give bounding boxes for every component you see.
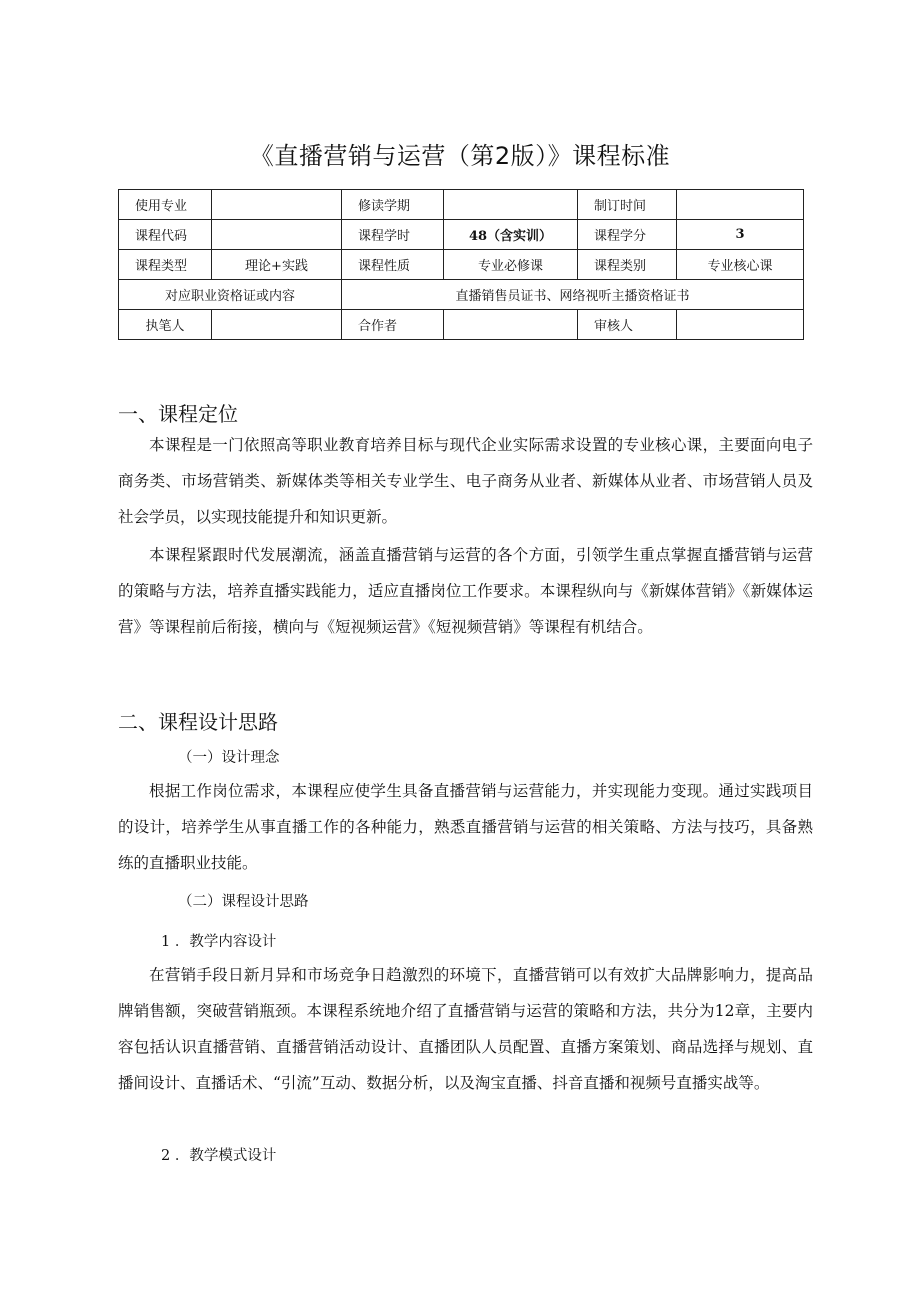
value-certificate: 直播销售员证书、网络视听主播资格证书 [342, 280, 804, 310]
section1-heading: 一、课程定位 [118, 402, 238, 426]
item-teaching-mode-design: 2 ．教学模式设计 [161, 1148, 277, 1164]
table-row [119, 250, 804, 280]
subsection-design-approach: （二）课程设计思路 [178, 894, 309, 910]
table-row [119, 190, 804, 220]
label-date: 制订时间 [578, 190, 677, 220]
label-reviewer: 审核人 [578, 310, 677, 340]
value-major [212, 190, 342, 220]
value-semester [444, 190, 578, 220]
subsection-design-concept: （一）设计理念 [178, 750, 280, 766]
section2-paragraph-2: 在营销手段日新月异和市场竞争日趋激烈的环境下，直播营销可以有效扩大品牌影响力，提高品牌销售额，突破营销瓶颈。本课程系统地介绍了直播营销与运营的策略和方法，共分为12章，主要内容包括认识直播营销、直播营销活动设计、直播团队人员配置、直播方案策划、商品选择与规划、直播间设计、直播话术、“引流”互动、数据分析，以及淘宝直播、抖音直播和视频号直播实战等。 [118, 966, 813, 1092]
label-certificate: 对应职业资格证或内容 [119, 280, 342, 310]
section2-paragraph-1: 根据工作岗位需求，本课程应使学生具备直播营销与运营能力，并实现能力变现。通过实践项目的设计，培养学生从事直播工作的各种能力，熟悉直播营销与运营的相关策略、方法与技巧，具备熟练的直播职业技能。 [118, 782, 813, 872]
label-credits: 课程学分 [578, 220, 677, 250]
label-semester: 修读学期 [342, 190, 444, 220]
value-course-nature: 专业必修课 [444, 250, 578, 280]
label-major: 使用专业 [119, 190, 212, 220]
label-course-nature: 课程性质 [342, 250, 444, 280]
table-row [119, 310, 804, 340]
page-title: 《直播营销与运营（第2版）》课程标准 [249, 142, 671, 170]
section2-heading: 二、课程设计思路 [118, 710, 278, 734]
value-credits: 3 [677, 220, 804, 250]
value-course-category: 专业核心课 [677, 250, 804, 280]
label-collaborator: 合作者 [342, 310, 444, 340]
value-hours: 48（含实训） [444, 220, 578, 250]
value-reviewer [677, 310, 804, 340]
label-author: 执笔人 [119, 310, 212, 340]
label-hours: 课程学时 [342, 220, 444, 250]
value-course-type: 理论+实践 [212, 250, 342, 280]
value-collaborator [444, 310, 578, 340]
label-course-code: 课程代码 [119, 220, 212, 250]
table-row [119, 220, 804, 250]
value-course-code [212, 220, 342, 250]
value-date [677, 190, 804, 220]
label-course-category: 课程类别 [578, 250, 677, 280]
item-content-design: 1 ．教学内容设计 [161, 934, 277, 950]
table-row [119, 280, 804, 310]
section1-paragraph-1: 本课程是一门依照高等职业教育培养目标与现代企业实际需求设置的专业核心课，主要面向电子商务类、市场营销类、新媒体类等相关专业学生、电子商务从业者、新媒体从业者、市场营销人员及社会学员，以实现技能提升和知识更新。 [118, 436, 813, 526]
section1-paragraph-2: 本课程紧跟时代发展潮流，涵盖直播营销与运营的各个方面，引领学生重点掌握直播营销与运营的策略与方法，培养直播实践能力，适应直播岗位工作要求。本课程纵向与《新媒体营销》《新媒体运营》等课程前后衔接，横向与《短视频运营》《短视频营销》等课程有机结合。 [118, 546, 813, 636]
label-course-type: 课程类型 [119, 250, 212, 280]
value-author [212, 310, 342, 340]
course-info-table [118, 189, 804, 340]
